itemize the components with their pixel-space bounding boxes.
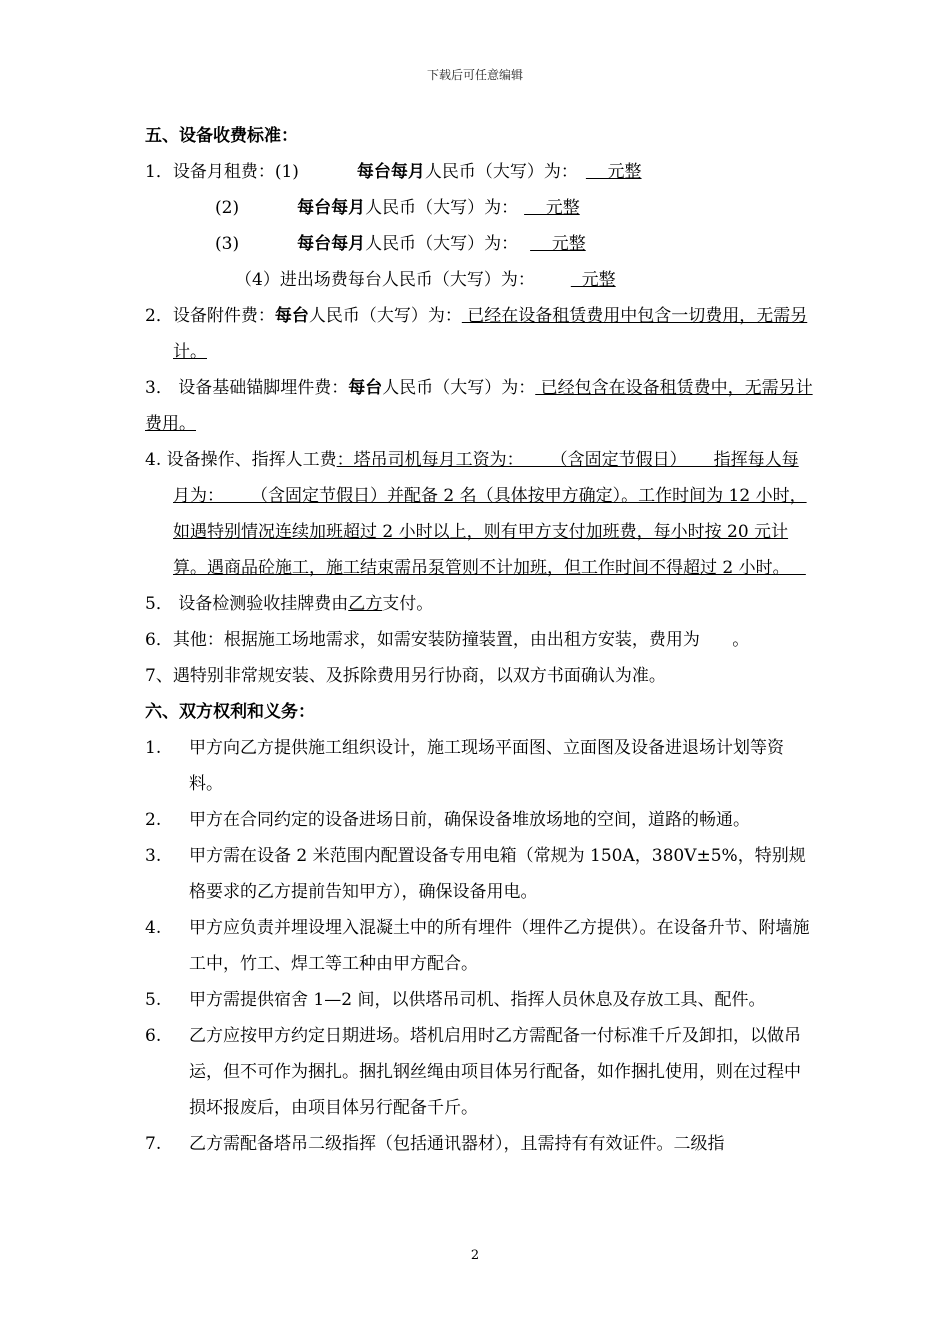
duty-item-1: [145, 730, 815, 802]
fee-line-1-bold: 每台每月: [356, 162, 425, 182]
fee-line-1-value: 元整: [585, 162, 642, 182]
fee-line-2-text: 人民币（大写）为：: [365, 198, 519, 218]
fee-line-4-text: （4）进出场费每台人民币（大写）为：: [235, 270, 535, 290]
fee-line-5-lead: 2．设备附件费：: [145, 306, 275, 326]
duty-item-num: 4.: [145, 918, 162, 938]
fee-line-2: [145, 190, 815, 226]
fee-line-8-lead: 5． 设备检测验收挂牌费由: [145, 594, 349, 614]
fee-line-3-bold: 每台每月: [297, 234, 366, 254]
fee-line-6-value: 已经包含在设备租赁费中，无需另计费用。: [145, 378, 813, 434]
duty-item-num: 3.: [145, 846, 162, 866]
duty-item-num: 1.: [145, 738, 162, 758]
page-number: 2: [470, 1248, 480, 1263]
fee-line-6-text: 人民币（大写）为：: [382, 378, 536, 398]
fee-line-8: [145, 586, 815, 622]
fee-line-2-value: 元整: [524, 198, 580, 218]
fee-line-3-text: 人民币（大写）为：: [365, 234, 519, 254]
fee-line-3: [145, 226, 815, 262]
duty-item-2: [145, 802, 815, 838]
fee-line-6-bold: 每台: [348, 378, 383, 398]
fee-line-7-value: ：塔吊司机每月工资为： （含固定节假日） 指挥每人每月为： （含固定节假日）并配备 2 名（具体按甲方确定）。工作时间为 12 小时，如遇特别情况连续加班超过 2 小时以上，则有甲方支付加班费，每小时按 20 元计算。遇商品砼施工，施工结束需吊泵管则不计加班，但工作时间不得超过 2 小时。: [173, 450, 807, 578]
fee-line-5-bold: 每台: [274, 306, 309, 326]
fee-line-1-lead: 1．设备月租费：(1): [145, 162, 299, 182]
fee-line-5: [145, 298, 815, 370]
duty-item-text: 甲方应负责并埋设埋入混凝土中的所有埋件（埋件乙方提供）。在设备升节、附墙施工中，竹工、焊工等工种由甲方配合。: [189, 918, 810, 974]
duty-item-4: [145, 910, 815, 982]
duty-item-5: [145, 982, 815, 1018]
duty-item-text: 乙方应按甲方约定日期进场。塔机启用时乙方需配备一付标准千斤及卸扣，以做吊运，但不可作为捆扎。捆扎钢丝绳由项目体另行配备，如作捆扎使用，则在过程中损坏报废后，由项目体另行配备千斤。: [189, 1026, 801, 1118]
fee-line-7-lead: 4. 设备操作、指挥人工费: [145, 450, 337, 470]
fee-line-1: [145, 154, 815, 190]
fee-line-4-value: 元整: [570, 270, 616, 290]
fee-line-2-lead: (2): [215, 198, 240, 218]
duty-item-3: [145, 838, 815, 910]
duty-item-num: 6.: [145, 1026, 162, 1046]
section-5-title: 五、设备收费标准：: [145, 126, 298, 146]
section-6-title: 六、双方权利和义务：: [145, 702, 315, 722]
duty-item-6: [145, 1018, 815, 1126]
fee-line-3-value: 元整: [530, 234, 586, 254]
fee-line-9: 6．其他：根据施工场地需求，如需安装防撞装置，由出租方安装，费用为 。: [145, 630, 750, 650]
duty-item-num: 7.: [145, 1134, 162, 1154]
duty-item-text: 甲方向乙方提供施工组织设计，施工现场平面图、立面图及设备进退场计划等资料。: [189, 738, 784, 794]
page-header: 下载后可任意编辑: [426, 68, 523, 82]
fee-line-8-value: 乙方: [348, 594, 383, 614]
fee-line-8-text: 支付。: [382, 594, 434, 614]
fee-line-2-bold: 每台每月: [297, 198, 366, 218]
fee-line-3-lead: (3): [215, 234, 240, 254]
duty-item-num: 2.: [145, 810, 162, 830]
fee-line-10: 7、遇特别非常规安装、及拆除费用另行协商，以双方书面确认为准。: [145, 666, 666, 686]
fee-line-6-lead: 3． 设备基础锚脚埋件费：: [145, 378, 349, 398]
duty-item-text: 甲方需在设备 2 米范围内配置设备专用电箱（常规为 150A，380V±5%，特别规格要求的乙方提前告知甲方），确保设备用电。: [189, 846, 806, 902]
fee-line-1-text: 人民币（大写）为：: [424, 162, 578, 182]
fee-line-7: [145, 442, 815, 586]
duty-item-7: [145, 1126, 815, 1162]
fee-line-5-text: 人民币（大写）为：: [308, 306, 462, 326]
fee-line-6: [145, 370, 815, 442]
fee-line-5-value: 已经在设备租赁费用中包含一切费用，无需另计。: [173, 306, 808, 362]
fee-line-4: [145, 262, 815, 298]
duty-item-text: 甲方在合同约定的设备进场日前，确保设备堆放场地的空间，道路的畅通。: [189, 810, 750, 830]
document-body: [145, 118, 815, 1162]
duty-item-text: 乙方需配备塔吊二级指挥（包括通讯器材），且需持有有效证件。二级指: [189, 1134, 725, 1154]
duty-item-text: 甲方需提供宿舍 1—2 间，以供塔吊司机、指挥人员休息及存放工具、配件。: [189, 990, 766, 1010]
duty-item-num: 5.: [145, 990, 162, 1010]
